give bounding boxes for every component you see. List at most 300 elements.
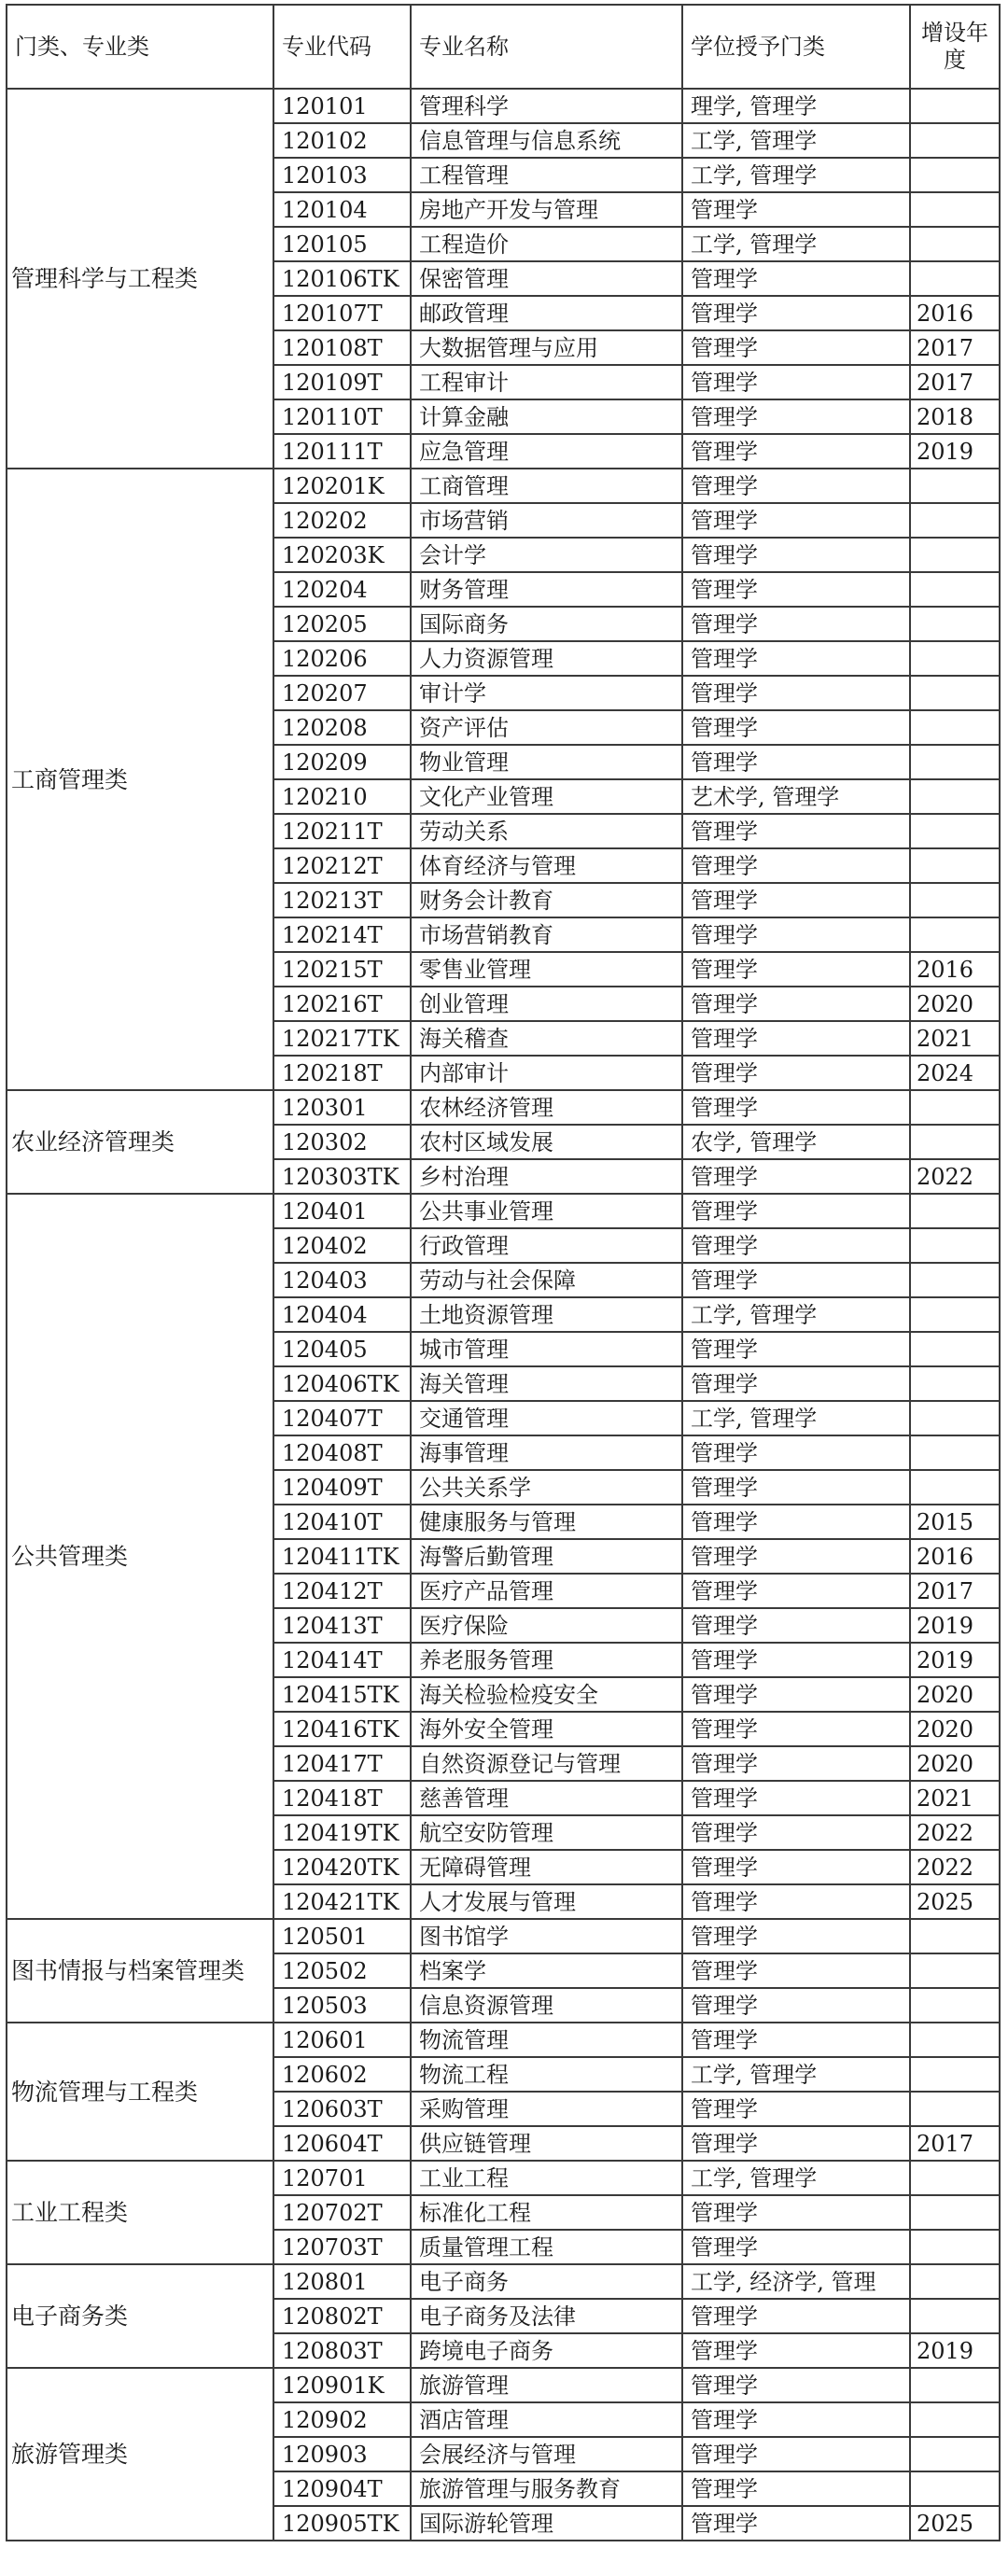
year-cell: 2025 <box>910 1884 1000 1919</box>
code-cell: 120803T <box>273 2333 411 2368</box>
code-cell: 120107T <box>273 296 411 330</box>
name-cell: 医疗保险 <box>411 1608 682 1643</box>
year-cell <box>910 2471 1000 2506</box>
degree-cell: 管理学 <box>682 2230 910 2264</box>
year-cell <box>910 89 1000 123</box>
code-cell: 120602 <box>273 2057 411 2092</box>
code-cell: 120419TK <box>273 1815 411 1850</box>
name-cell: 酒店管理 <box>411 2402 682 2437</box>
degree-cell: 管理学 <box>682 296 910 330</box>
year-cell: 2017 <box>910 1574 1000 1608</box>
code-cell: 120211T <box>273 814 411 848</box>
name-cell: 工程审计 <box>411 365 682 399</box>
name-cell: 财务管理 <box>411 572 682 607</box>
name-cell: 会展经济与管理 <box>411 2437 682 2471</box>
header-year: 增设年度 <box>910 5 1000 89</box>
code-cell: 120205 <box>273 607 411 641</box>
degree-cell: 艺术学, 管理学 <box>682 779 910 814</box>
name-cell: 旅游管理与服务教育 <box>411 2471 682 2506</box>
year-cell <box>910 1194 1000 1228</box>
year-cell: 2017 <box>910 2126 1000 2161</box>
name-cell: 工商管理 <box>411 469 682 503</box>
degree-cell: 管理学 <box>682 1677 910 1712</box>
header-row <box>7 5 1000 89</box>
year-cell <box>910 2161 1000 2195</box>
year-cell <box>910 2195 1000 2230</box>
degree-cell: 管理学 <box>682 2333 910 2368</box>
code-cell: 120213T <box>273 883 411 917</box>
degree-cell: 管理学 <box>682 2437 910 2471</box>
header-degree: 学位授予门类 <box>682 5 910 89</box>
year-cell <box>910 538 1000 572</box>
year-cell <box>910 192 1000 227</box>
year-cell <box>910 1919 1000 1953</box>
code-cell: 120601 <box>273 2023 411 2057</box>
degree-cell: 管理学 <box>682 2195 910 2230</box>
category-cell: 旅游管理类 <box>7 2368 273 2541</box>
degree-cell: 管理学 <box>682 365 910 399</box>
name-cell: 物流工程 <box>411 2057 682 2092</box>
name-cell: 海警后勤管理 <box>411 1539 682 1574</box>
code-cell: 120110T <box>273 399 411 434</box>
category-cell: 农业经济管理类 <box>7 1090 273 1194</box>
name-cell: 交通管理 <box>411 1401 682 1435</box>
name-cell: 养老服务管理 <box>411 1643 682 1677</box>
year-cell <box>910 2057 1000 2092</box>
category-cell: 公共管理类 <box>7 1194 273 1919</box>
degree-cell: 农学, 管理学 <box>682 1125 910 1159</box>
name-cell: 电子商务 <box>411 2264 682 2299</box>
header-category: 门类、专业类 <box>7 5 273 89</box>
year-cell: 2018 <box>910 399 1000 434</box>
year-cell <box>910 572 1000 607</box>
name-cell: 健康服务与管理 <box>411 1505 682 1539</box>
code-cell: 120416TK <box>273 1712 411 1746</box>
code-cell: 120703T <box>273 2230 411 2264</box>
code-cell: 120301 <box>273 1090 411 1125</box>
name-cell: 大数据管理与应用 <box>411 330 682 365</box>
name-cell: 应急管理 <box>411 434 682 469</box>
code-cell: 120104 <box>273 192 411 227</box>
table-row <box>7 2264 1000 2299</box>
table-body <box>7 89 1000 2541</box>
degree-cell: 管理学 <box>682 1159 910 1194</box>
degree-cell: 管理学 <box>682 1746 910 1781</box>
code-cell: 120202 <box>273 503 411 538</box>
major-catalog-table <box>6 4 1001 2541</box>
degree-cell: 管理学 <box>682 503 910 538</box>
category-cell: 电子商务类 <box>7 2264 273 2368</box>
code-cell: 120603T <box>273 2092 411 2126</box>
code-cell: 120101 <box>273 89 411 123</box>
year-cell <box>910 814 1000 848</box>
degree-cell: 管理学 <box>682 607 910 641</box>
table-row <box>7 2161 1000 2195</box>
name-cell: 标准化工程 <box>411 2195 682 2230</box>
year-cell: 2019 <box>910 2333 1000 2368</box>
degree-cell: 管理学 <box>682 469 910 503</box>
name-cell: 人才发展与管理 <box>411 1884 682 1919</box>
table-row <box>7 1194 1000 1228</box>
degree-cell: 工学, 管理学 <box>682 123 910 158</box>
year-cell <box>910 607 1000 641</box>
year-cell <box>910 123 1000 158</box>
year-cell <box>910 710 1000 745</box>
code-cell: 120501 <box>273 1919 411 1953</box>
name-cell: 农村区域发展 <box>411 1125 682 1159</box>
year-cell: 2020 <box>910 987 1000 1021</box>
code-cell: 120421TK <box>273 1884 411 1919</box>
year-cell <box>910 917 1000 952</box>
name-cell: 海外安全管理 <box>411 1712 682 1746</box>
year-cell: 2021 <box>910 1781 1000 1815</box>
degree-cell: 管理学 <box>682 676 910 710</box>
degree-cell: 管理学 <box>682 538 910 572</box>
name-cell: 海关稽查 <box>411 1021 682 1056</box>
code-cell: 120904T <box>273 2471 411 2506</box>
degree-cell: 管理学 <box>682 1988 910 2023</box>
degree-cell: 管理学 <box>682 1021 910 1056</box>
category-cell: 管理科学与工程类 <box>7 89 273 469</box>
degree-cell: 管理学 <box>682 2471 910 2506</box>
code-cell: 120403 <box>273 1263 411 1297</box>
year-cell: 2020 <box>910 1677 1000 1712</box>
name-cell: 信息资源管理 <box>411 1988 682 2023</box>
degree-cell: 管理学 <box>682 1884 910 1919</box>
degree-cell: 管理学 <box>682 1712 910 1746</box>
degree-cell: 管理学 <box>682 399 910 434</box>
year-cell: 2022 <box>910 1815 1000 1850</box>
name-cell: 图书馆学 <box>411 1919 682 1953</box>
name-cell: 公共事业管理 <box>411 1194 682 1228</box>
name-cell: 国际游轮管理 <box>411 2506 682 2541</box>
year-cell: 2019 <box>910 1608 1000 1643</box>
year-cell <box>910 676 1000 710</box>
degree-cell: 管理学 <box>682 1505 910 1539</box>
code-cell: 120105 <box>273 227 411 261</box>
year-cell: 2016 <box>910 296 1000 330</box>
name-cell: 人力资源管理 <box>411 641 682 676</box>
degree-cell: 管理学 <box>682 1815 910 1850</box>
year-cell <box>910 503 1000 538</box>
year-cell <box>910 261 1000 296</box>
table-row <box>7 1090 1000 1125</box>
name-cell: 医疗产品管理 <box>411 1574 682 1608</box>
code-cell: 120604T <box>273 2126 411 2161</box>
year-cell <box>910 469 1000 503</box>
name-cell: 市场营销教育 <box>411 917 682 952</box>
name-cell: 城市管理 <box>411 1332 682 1366</box>
year-cell <box>910 1470 1000 1505</box>
degree-cell: 管理学 <box>682 1056 910 1090</box>
degree-cell: 工学, 管理学 <box>682 2161 910 2195</box>
year-cell: 2019 <box>910 434 1000 469</box>
code-cell: 120412T <box>273 1574 411 1608</box>
degree-cell: 管理学 <box>682 814 910 848</box>
code-cell: 120802T <box>273 2299 411 2333</box>
degree-cell: 管理学 <box>682 952 910 987</box>
name-cell: 质量管理工程 <box>411 2230 682 2264</box>
year-cell: 2015 <box>910 1505 1000 1539</box>
degree-cell: 管理学 <box>682 1332 910 1366</box>
year-cell: 2025 <box>910 2506 1000 2541</box>
code-cell: 120210 <box>273 779 411 814</box>
code-cell: 120417T <box>273 1746 411 1781</box>
year-cell <box>910 848 1000 883</box>
degree-cell: 工学, 管理学 <box>682 1297 910 1332</box>
code-cell: 120206 <box>273 641 411 676</box>
year-cell: 2016 <box>910 952 1000 987</box>
name-cell: 财务会计教育 <box>411 883 682 917</box>
code-cell: 120302 <box>273 1125 411 1159</box>
table-row <box>7 89 1000 123</box>
degree-cell: 管理学 <box>682 848 910 883</box>
degree-cell: 管理学 <box>682 1539 910 1574</box>
code-cell: 120503 <box>273 1988 411 2023</box>
degree-cell: 管理学 <box>682 2368 910 2402</box>
degree-cell: 管理学 <box>682 261 910 296</box>
name-cell: 行政管理 <box>411 1228 682 1263</box>
name-cell: 海关检验检疫安全 <box>411 1677 682 1712</box>
name-cell: 供应链管理 <box>411 2126 682 2161</box>
degree-cell: 管理学 <box>682 917 910 952</box>
year-cell <box>910 2368 1000 2402</box>
name-cell: 工程管理 <box>411 158 682 192</box>
code-cell: 120420TK <box>273 1850 411 1884</box>
code-cell: 120103 <box>273 158 411 192</box>
year-cell: 2020 <box>910 1712 1000 1746</box>
degree-cell: 管理学 <box>682 434 910 469</box>
name-cell: 物业管理 <box>411 745 682 779</box>
degree-cell: 理学, 管理学 <box>682 89 910 123</box>
degree-cell: 管理学 <box>682 2092 910 2126</box>
name-cell: 档案学 <box>411 1953 682 1988</box>
name-cell: 农林经济管理 <box>411 1090 682 1125</box>
code-cell: 120415TK <box>273 1677 411 1712</box>
category-cell: 物流管理与工程类 <box>7 2023 273 2161</box>
code-cell: 120201K <box>273 469 411 503</box>
degree-cell: 管理学 <box>682 1574 910 1608</box>
name-cell: 公共关系学 <box>411 1470 682 1505</box>
name-cell: 邮政管理 <box>411 296 682 330</box>
degree-cell: 管理学 <box>682 330 910 365</box>
year-cell <box>910 2299 1000 2333</box>
name-cell: 劳动与社会保障 <box>411 1263 682 1297</box>
degree-cell: 工学, 管理学 <box>682 227 910 261</box>
code-cell: 120905TK <box>273 2506 411 2541</box>
degree-cell: 管理学 <box>682 2402 910 2437</box>
year-cell <box>910 1435 1000 1470</box>
year-cell <box>910 227 1000 261</box>
degree-cell: 管理学 <box>682 2506 910 2541</box>
category-cell: 工业工程类 <box>7 2161 273 2264</box>
name-cell: 自然资源登记与管理 <box>411 1746 682 1781</box>
table-row <box>7 469 1000 503</box>
degree-cell: 管理学 <box>682 1090 910 1125</box>
year-cell: 2016 <box>910 1539 1000 1574</box>
year-cell <box>910 158 1000 192</box>
year-cell: 2020 <box>910 1746 1000 1781</box>
year-cell <box>910 1953 1000 1988</box>
code-cell: 120418T <box>273 1781 411 1815</box>
year-cell: 2022 <box>910 1159 1000 1194</box>
category-cell: 工商管理类 <box>7 469 273 1090</box>
name-cell: 海事管理 <box>411 1435 682 1470</box>
year-cell <box>910 2437 1000 2471</box>
degree-cell: 管理学 <box>682 883 910 917</box>
degree-cell: 管理学 <box>682 710 910 745</box>
code-cell: 120109T <box>273 365 411 399</box>
name-cell: 房地产开发与管理 <box>411 192 682 227</box>
name-cell: 文化产业管理 <box>411 779 682 814</box>
code-cell: 120217TK <box>273 1021 411 1056</box>
degree-cell: 管理学 <box>682 1781 910 1815</box>
year-cell <box>910 2402 1000 2437</box>
name-cell: 内部审计 <box>411 1056 682 1090</box>
category-cell: 图书情报与档案管理类 <box>7 1919 273 2023</box>
degree-cell: 管理学 <box>682 2299 910 2333</box>
name-cell: 会计学 <box>411 538 682 572</box>
code-cell: 120401 <box>273 1194 411 1228</box>
code-cell: 120502 <box>273 1953 411 1988</box>
degree-cell: 管理学 <box>682 1643 910 1677</box>
name-cell: 零售业管理 <box>411 952 682 987</box>
code-cell: 120218T <box>273 1056 411 1090</box>
code-cell: 120413T <box>273 1608 411 1643</box>
year-cell: 2024 <box>910 1056 1000 1090</box>
name-cell: 工业工程 <box>411 2161 682 2195</box>
year-cell <box>910 2092 1000 2126</box>
table-row <box>7 2368 1000 2402</box>
degree-cell: 工学, 管理学 <box>682 2057 910 2092</box>
year-cell: 2017 <box>910 330 1000 365</box>
table-header <box>7 5 1000 89</box>
year-cell <box>910 883 1000 917</box>
code-cell: 120411TK <box>273 1539 411 1574</box>
degree-cell: 工学, 管理学 <box>682 158 910 192</box>
code-cell: 120108T <box>273 330 411 365</box>
name-cell: 保密管理 <box>411 261 682 296</box>
code-cell: 120407T <box>273 1401 411 1435</box>
major-catalog-document <box>6 4 1001 2541</box>
degree-cell: 管理学 <box>682 2023 910 2057</box>
code-cell: 120701 <box>273 2161 411 2195</box>
name-cell: 乡村治理 <box>411 1159 682 1194</box>
code-cell: 120405 <box>273 1332 411 1366</box>
code-cell: 120410T <box>273 1505 411 1539</box>
degree-cell: 管理学 <box>682 572 910 607</box>
name-cell: 体育经济与管理 <box>411 848 682 883</box>
name-cell: 劳动关系 <box>411 814 682 848</box>
degree-cell: 管理学 <box>682 1953 910 1988</box>
degree-cell: 管理学 <box>682 1366 910 1401</box>
name-cell: 海关管理 <box>411 1366 682 1401</box>
code-cell: 120203K <box>273 538 411 572</box>
code-cell: 120408T <box>273 1435 411 1470</box>
name-cell: 跨境电子商务 <box>411 2333 682 2368</box>
year-cell <box>910 1263 1000 1297</box>
year-cell <box>910 2023 1000 2057</box>
year-cell <box>910 1401 1000 1435</box>
year-cell <box>910 1090 1000 1125</box>
code-cell: 120208 <box>273 710 411 745</box>
code-cell: 120209 <box>273 745 411 779</box>
code-cell: 120204 <box>273 572 411 607</box>
name-cell: 国际商务 <box>411 607 682 641</box>
code-cell: 120216T <box>273 987 411 1021</box>
code-cell: 120902 <box>273 2402 411 2437</box>
year-cell <box>910 779 1000 814</box>
code-cell: 120106TK <box>273 261 411 296</box>
code-cell: 120214T <box>273 917 411 952</box>
degree-cell: 管理学 <box>682 1263 910 1297</box>
code-cell: 120303TK <box>273 1159 411 1194</box>
degree-cell: 管理学 <box>682 1470 910 1505</box>
year-cell <box>910 2264 1000 2299</box>
name-cell: 计算金融 <box>411 399 682 434</box>
degree-cell: 管理学 <box>682 745 910 779</box>
name-cell: 土地资源管理 <box>411 1297 682 1332</box>
name-cell: 市场营销 <box>411 503 682 538</box>
year-cell <box>910 1988 1000 2023</box>
code-cell: 120414T <box>273 1643 411 1677</box>
name-cell: 创业管理 <box>411 987 682 1021</box>
name-cell: 慈善管理 <box>411 1781 682 1815</box>
name-cell: 信息管理与信息系统 <box>411 123 682 158</box>
code-cell: 120111T <box>273 434 411 469</box>
name-cell: 采购管理 <box>411 2092 682 2126</box>
year-cell <box>910 2230 1000 2264</box>
year-cell <box>910 1228 1000 1263</box>
name-cell: 电子商务及法律 <box>411 2299 682 2333</box>
degree-cell: 工学, 经济学, 管理 <box>682 2264 910 2299</box>
degree-cell: 管理学 <box>682 1435 910 1470</box>
name-cell: 审计学 <box>411 676 682 710</box>
code-cell: 120404 <box>273 1297 411 1332</box>
code-cell: 120702T <box>273 2195 411 2230</box>
year-cell <box>910 641 1000 676</box>
year-cell <box>910 1125 1000 1159</box>
year-cell <box>910 1297 1000 1332</box>
year-cell: 2019 <box>910 1643 1000 1677</box>
degree-cell: 管理学 <box>682 192 910 227</box>
year-cell <box>910 1332 1000 1366</box>
degree-cell: 管理学 <box>682 2126 910 2161</box>
code-cell: 120406TK <box>273 1366 411 1401</box>
year-cell <box>910 1366 1000 1401</box>
code-cell: 120402 <box>273 1228 411 1263</box>
header-name: 专业名称 <box>411 5 682 89</box>
header-code: 专业代码 <box>273 5 411 89</box>
name-cell: 航空安防管理 <box>411 1815 682 1850</box>
degree-cell: 管理学 <box>682 1850 910 1884</box>
table-row <box>7 2023 1000 2057</box>
name-cell: 无障碍管理 <box>411 1850 682 1884</box>
year-cell: 2017 <box>910 365 1000 399</box>
code-cell: 120901K <box>273 2368 411 2402</box>
degree-cell: 管理学 <box>682 1194 910 1228</box>
table-row <box>7 1919 1000 1953</box>
degree-cell: 管理学 <box>682 1608 910 1643</box>
code-cell: 120102 <box>273 123 411 158</box>
code-cell: 120215T <box>273 952 411 987</box>
year-cell: 2021 <box>910 1021 1000 1056</box>
code-cell: 120409T <box>273 1470 411 1505</box>
code-cell: 120903 <box>273 2437 411 2471</box>
name-cell: 工程造价 <box>411 227 682 261</box>
degree-cell: 管理学 <box>682 987 910 1021</box>
year-cell: 2022 <box>910 1850 1000 1884</box>
